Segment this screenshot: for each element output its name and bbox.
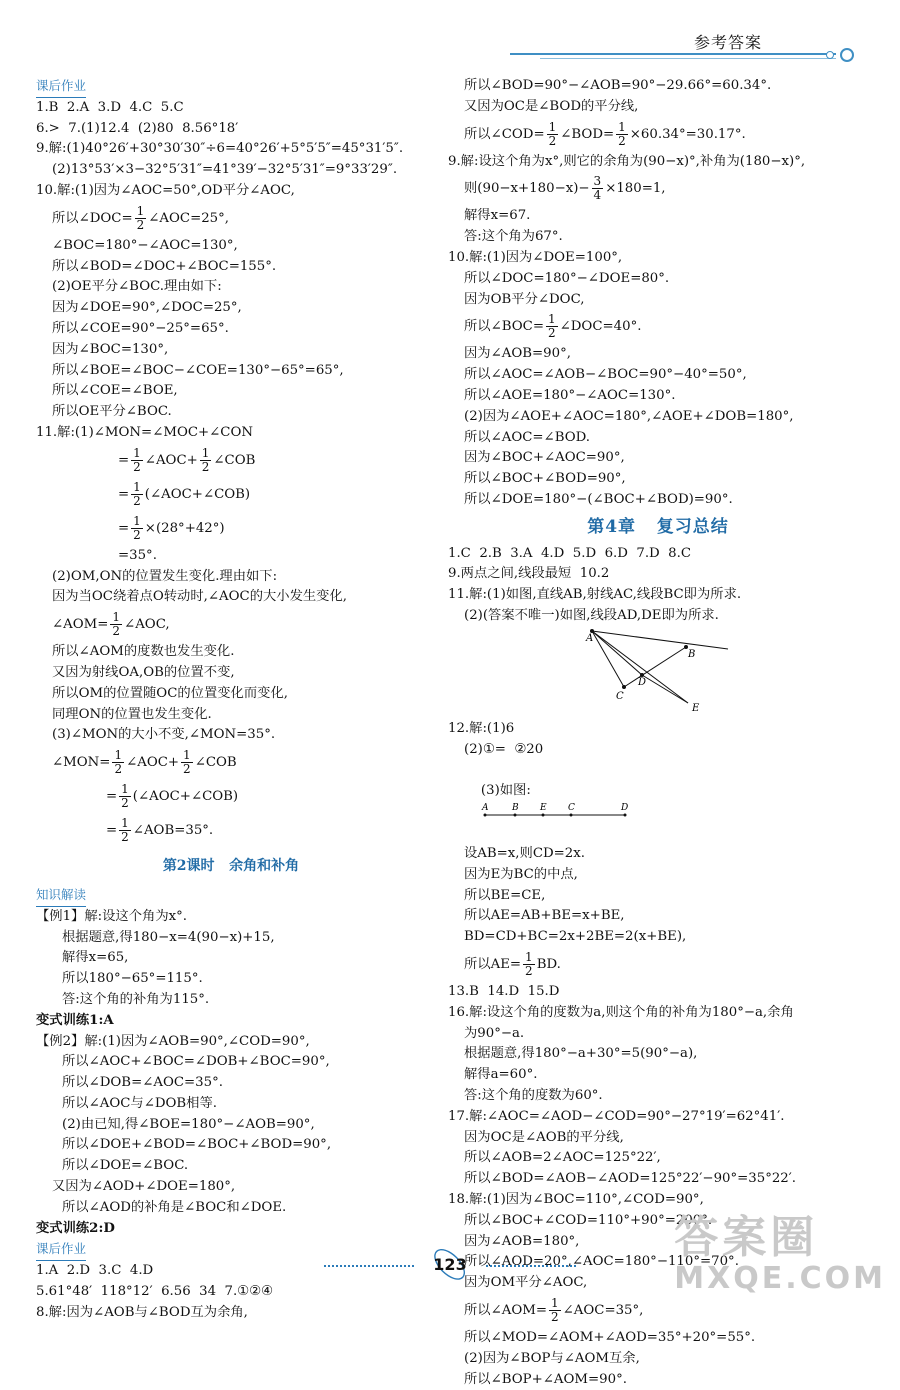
segment-ad <box>592 631 642 675</box>
answer-line: 所以∠DOE=∠BOC. <box>62 1158 189 1174</box>
answer-line: 为90°−a. <box>464 1025 525 1041</box>
answer-line: 因为∠AOB=180°, <box>464 1233 580 1249</box>
answer-line: 1.A 2.D 3.C 4.D <box>36 1263 154 1279</box>
answer-line: 所以∠BOC= $\frac{1}{2}$ ∠DOC=40°. <box>464 312 642 341</box>
answer-line: 所以∠AOM的度数也发生变化. <box>52 644 235 660</box>
seg-label-b: B <box>511 802 519 813</box>
answer-line: 解得a=60°. <box>464 1067 538 1083</box>
answer-line: 【例2】解:(1)因为∠AOB=90°,∠COD=90°, <box>36 1033 310 1049</box>
answer-line: 所以∠DOC= $\frac{1}{2}$ ∠AOC=25°, <box>52 203 230 232</box>
answer-line: 所以∠AOB=2∠AOC=125°22′, <box>464 1150 661 1166</box>
footer-dots-left <box>324 1265 414 1267</box>
answer-line: 所以∠AOD=20°,∠AOC=180°−110°=70°. <box>464 1254 739 1270</box>
watermark <box>674 1212 886 1296</box>
answer-line: 所以∠AOC=∠BOD. <box>464 429 591 445</box>
point-c <box>622 685 626 689</box>
label-e: E <box>692 702 700 714</box>
answer-line: 因为∠BOC=130°, <box>52 341 169 357</box>
answer-line: 所以∠MOD=∠AOM+∠AOD=35°+20°=55°. <box>464 1329 756 1345</box>
section-heading: 课后作业 <box>36 1239 426 1261</box>
answer-line: 所以∠DOE=180°−(∠BOC+∠BOD)=90°. <box>464 491 733 507</box>
right-column <box>448 76 868 1390</box>
answer-line: 所以∠DOC=180°−∠DOE=80°. <box>464 270 670 286</box>
answer-line: ∠BOC=180°−∠AOC=130°, <box>52 237 238 253</box>
label-d: D <box>638 676 647 688</box>
answer-line: 又因为射线OA,OB的位置不变, <box>52 664 235 680</box>
answer-line: 所以∠BOD=90°−∠AOB=90°−29.66°=60.34°. <box>464 78 772 93</box>
answer-line: (2)①= ②20 <box>464 741 544 757</box>
answer-line: 所以OM的位置随OC的位置变化而变化, <box>52 685 288 701</box>
section-heading: 课后作业 <box>36 76 426 98</box>
page-header <box>480 28 860 68</box>
answer-line: (2)OE平分∠BOC.理由如下: <box>52 279 222 295</box>
answer-line: 1.B 2.A 3.D 4.C 5.C <box>36 99 184 115</box>
answer-line: 所以180°−65°=115°. <box>62 971 203 987</box>
answer-line: 因为∠BOC+∠AOC=90°, <box>464 450 625 466</box>
answer-line: 所以AE= $\frac{1}{2}$ BD. <box>464 950 561 978</box>
answer-line: 因为∠DOE=90°,∠DOC=25°, <box>52 300 242 316</box>
watermark-logo: 答案圈 <box>674 1212 819 1263</box>
answer-line: (2)因为∠AOE+∠AOC=180°,∠AOE+∠DOB=180°, <box>464 408 794 424</box>
answer-line: 8.解:因为∠AOB与∠BOD互为余角, <box>36 1304 248 1320</box>
answer-line: (3)如图: A B E C D <box>448 760 868 844</box>
answer-line: 变式训练1:A <box>36 1012 114 1028</box>
equation-line: = $\frac{1}{2}$ ×(28°+42°) <box>118 513 225 542</box>
answer-line: 所以∠BOD=∠AOB−∠AOD=125°22′−90°=35°22′. <box>464 1171 797 1187</box>
lesson-title: 第2课时 余角和补角 <box>162 858 300 875</box>
answer-line: 11.解:(1)如图,直线AB,射线AC,线段BC即为所求. <box>448 587 742 603</box>
answer-line: 所以∠AOM= $\frac{1}{2}$ ∠AOC=35°, <box>464 1295 644 1324</box>
answer-line: 同理ON的位置也发生变化. <box>52 706 212 722</box>
segment-figure <box>481 802 631 822</box>
section-heading: 知识解读 <box>36 885 426 907</box>
answer-line: 所以∠AOD的补角是∠BOC和∠DOE. <box>62 1199 287 1215</box>
label-c: C <box>616 690 624 702</box>
equation-line: = $\frac{1}{2}$ (∠AOC+∠COB) <box>106 782 239 811</box>
chapter-title: 第4章 复习总结 <box>587 516 729 537</box>
answer-line: 18.解:(1)因为∠BOC=110°,∠COD=90°, <box>448 1191 704 1207</box>
answer-line: 5.61°48′ 118°12′ 6.56 34 7.①②④ <box>36 1284 273 1300</box>
answer-line: (2)因为∠BOP与∠AOM互余, <box>464 1350 640 1366</box>
seg-label-a: A <box>481 802 489 813</box>
answer-line: 9.两点之间,线段最短 10.2 <box>448 566 610 582</box>
answer-line: 又因为∠AOD+∠DOE=180°, <box>52 1179 236 1195</box>
answer-line: 因为E为BC的中点, <box>464 866 578 882</box>
answer-line: 12.解:(1)6 <box>448 720 515 736</box>
answer-line: 17.解:∠AOC=∠AOD−∠COD=90°−27°19′=62°41′. <box>448 1108 785 1124</box>
answer-line: 所以∠BOP+∠AOM=90°. <box>464 1371 627 1387</box>
answer-line: 所以∠BOD=∠DOC+∠BOC=155°. <box>52 258 277 274</box>
answer-line: 所以OE平分∠BOC. <box>52 404 172 420</box>
geometry-figure <box>448 627 868 719</box>
answer-line: 因为∠AOB=90°, <box>464 346 571 362</box>
answer-line: (3)∠MON的大小不变,∠MON=35°. <box>52 727 276 743</box>
fraction-three-quarters: $\frac{3}{4}$ <box>593 174 602 203</box>
equation-line: = $\frac{1}{2}$ (∠AOC+∠COB) <box>118 479 251 508</box>
answer-line: 1.C 2.B 3.A 4.D 5.D 6.D 7.D 8.C <box>448 545 692 561</box>
answer-line: 9.解:(1)40°26′+30°30′30″÷6=40°26′+5°5′5″=45°31′5″. <box>36 141 404 157</box>
answer-line: 所以∠COD= $\frac{1}{2}$ ∠BOD= $\frac{1}{2}$ ×60.34°=30.17°. <box>464 119 746 148</box>
answer-line: 所以∠AOE=180°−∠AOC=130°. <box>464 387 676 403</box>
segment-de <box>642 675 688 703</box>
answer-line: 所以∠BOC+∠BOD=90°, <box>464 471 626 487</box>
header-title: 参考答案 <box>693 33 762 52</box>
answer-line: 所以∠COE=∠BOE, <box>52 383 178 399</box>
answer-line: 则(90−x+180−x)− $\frac{3}{4}$ ×180=1, <box>464 174 666 203</box>
seg-label-c: C <box>567 802 575 813</box>
answer-line: 因为OB平分∠DOC, <box>464 291 585 307</box>
answer-line: 因为OC是∠AOB的平分线, <box>464 1129 624 1145</box>
header-dot-small <box>826 51 834 59</box>
label-b: B <box>688 648 696 660</box>
watermark-url: MXQE.COM <box>674 1261 886 1296</box>
answer-line: 所以∠AOC与∠DOB相等. <box>62 1095 218 1111</box>
answer-line: 【例1】解:设这个角为x°. <box>36 908 187 924</box>
answer-line: 16.解:设这个角的度数为a,则这个角的补角为180°−a,余角 <box>448 1004 794 1020</box>
equation-line: = $\frac{1}{2}$ ∠AOC+ $\frac{1}{2}$ ∠COB <box>118 445 256 474</box>
answer-line: 所以∠DOB=∠AOC=35°. <box>62 1075 223 1091</box>
answer-line: (2)(答案不唯一)如图,线段AD,DE即为所求. <box>464 607 719 623</box>
header-rule-thin <box>540 58 836 59</box>
answer-line: 根据题意,得180−x=4(90−x)+15, <box>62 929 275 945</box>
answer-line: ∠AOM= $\frac{1}{2}$ ∠AOC, <box>52 610 170 639</box>
seg-label-d: D <box>620 802 629 813</box>
answer-line: 设AB=x,则CD=2x. <box>464 846 585 862</box>
answer-line: 所以AE=AB+BE=x+BE, <box>464 908 625 924</box>
page-number: 123 <box>425 1253 474 1276</box>
answer-line: 所以∠BOE=∠BOC−∠COE=130°−65°=65°, <box>52 362 344 378</box>
answer-line: (2)13°53′×3−32°5′31″=41°39′−32°5′31″=9°33′29″. <box>52 162 398 178</box>
label-a: A <box>586 632 594 644</box>
fraction-half: $\frac{1}{2}$ <box>136 203 145 232</box>
equation-line: ∠MON= $\frac{1}{2}$ ∠AOC+ $\frac{1}{2}$ ∠COB <box>52 748 237 777</box>
answer-line: 13.B 14.D 15.D <box>448 984 560 999</box>
answer-line: 答:这个角为67°. <box>464 229 563 245</box>
answer-line: 6.> 7.(1)12.4 (2)80 8.56°18′ <box>36 120 239 136</box>
header-rule <box>510 53 836 55</box>
equation-line: =35°. <box>118 547 157 563</box>
answer-line: (2)OM,ON的位置发生变化.理由如下: <box>52 568 278 584</box>
answer-line: 解得x=65, <box>62 950 129 966</box>
answer-line: 所以∠BOC+∠COD=110°+90°=200°. <box>464 1212 713 1228</box>
answer-line: 10.解:(1)因为∠AOC=50°,OD平分∠AOC, <box>36 182 295 198</box>
answer-line: 又因为OC是∠BOD的平分线, <box>464 98 639 114</box>
geometry-figure-svg <box>578 627 738 717</box>
answer-line: 9.解:设这个角为x°,则它的余角为(90−x)°,补角为(180−x)°, <box>448 153 806 169</box>
answer-line: 11.解:(1)∠MON=∠MOC+∠CON <box>36 424 254 440</box>
answer-line: (2)由已知,得∠BOE=180°−∠AOB=90°, <box>62 1116 315 1132</box>
answer-line: 根据题意,得180°−a+30°=5(90°−a), <box>464 1046 698 1062</box>
answer-line: 所以∠AOC+∠BOC=∠DOB+∠BOC=90°, <box>62 1054 330 1070</box>
header-dot <box>840 48 854 62</box>
answer-line: BD=CD+BC=2x+2BE=2(x+BE), <box>464 929 687 945</box>
answer-line: 答:这个角的补角为115°. <box>62 991 210 1007</box>
answer-line: 变式训练2:D <box>36 1220 115 1236</box>
answer-line: 10.解:(1)因为∠DOE=100°, <box>448 249 623 265</box>
answer-line: 因为OM平分∠AOC, <box>464 1275 588 1291</box>
answer-line: 答:这个角的度数为60°. <box>464 1087 603 1103</box>
answer-line: 所以∠DOE+∠BOD=∠BOC+∠BOD=90°, <box>62 1137 332 1153</box>
footer-dots-right <box>486 1265 576 1267</box>
seg-label-e: E <box>539 802 547 813</box>
equation-line: = $\frac{1}{2}$ ∠AOB=35°. <box>106 816 214 845</box>
left-column <box>36 76 426 1324</box>
answer-line: 因为当OC绕着点O转动时,∠AOC的大小发生变化, <box>52 589 347 605</box>
answer-line: 解得x=67. <box>464 208 531 224</box>
ray-ac <box>592 631 624 687</box>
answer-line: 所以∠COE=90°−25°=65°. <box>52 320 229 336</box>
answer-line: 所以∠AOC=∠AOB−∠BOC=90°−40°=50°, <box>464 367 747 383</box>
answer-line: 所以BE=CE, <box>464 887 546 903</box>
